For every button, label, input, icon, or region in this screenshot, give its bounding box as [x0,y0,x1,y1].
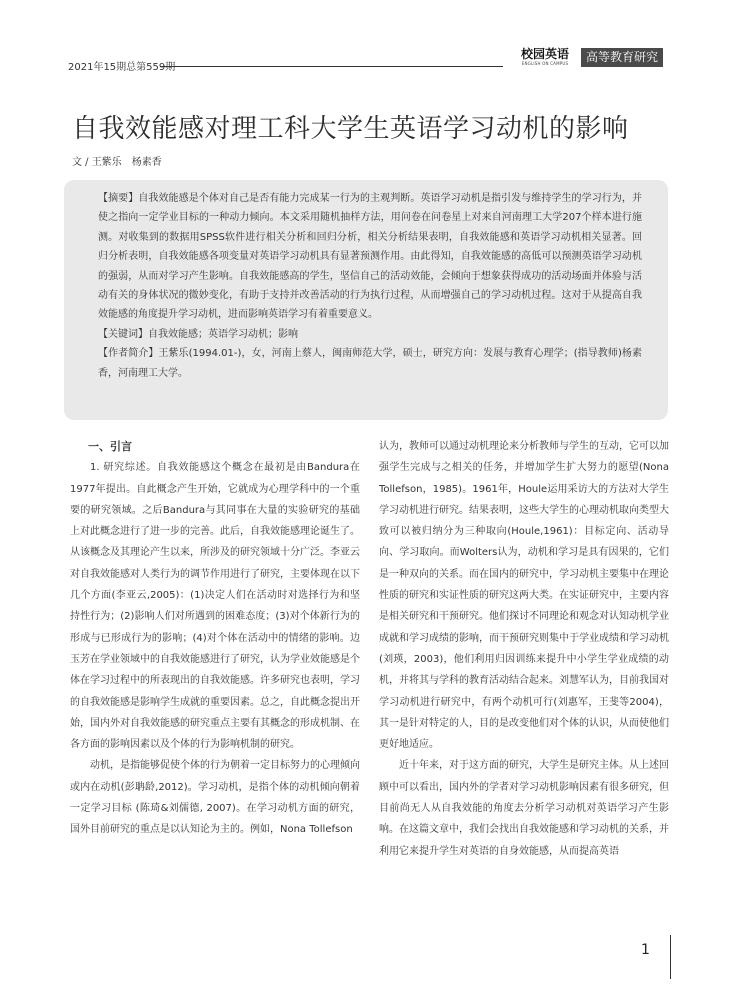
article-title: 自我效能感对理工科大学生英语学习动机的影响 [72,114,629,144]
section-heading: 一、引言 [88,440,132,453]
body-paragraph: 动机，是指能够促使个体的行为朝着一定目标努力的心理倾向或内在动机(彭聃龄,2012)。学习动机，是指个体的动机倾向朝着一定学习目标 (陈琦&刘儒德, 2007)。在学习动机方面的研究，国外目前研究的重点是以认知论为主的。例如，Nona Tollefson [70,760,360,836]
author-info-text: 王紫乐(1994.01-)，女，河南上蔡人，闽南师范大学，硕士，研究方向：发展与教育心理学；(指导教师)杨素香，河南理工大学。 [98,348,642,379]
header-rule [160,66,503,67]
page-number: 1 [641,942,650,958]
section-tag: 高等教育研究 [581,48,663,67]
abstract-box [64,180,668,420]
keywords-paragraph [98,325,642,344]
keywords-text: 自我效能感；英语学习动机；影响 [148,328,298,340]
body-paragraph: 认为，教师可以通过动机理论来分析教师与学生的互动，它可以加强学生完成与之相关的任务，并增加学生扩大努力的愿望(Nona Tollefson，1985)。1961年，Houle运用采访大的方法对大学生学习动机进行研究。结果表明，这些大学生的心理动机取向类型大致可以被归纳分为三种取向(Houle,1961)：目标定向、活动导向、学习取向。而Wolters认为，动机和学习是具有因果的，它们是一种双向的关系。而在国内的研究中，学习动机主要集中在理论性质的研究和实证性质的研究这两大类。在实证研究中，主要内容是相关研究和干预研究。他们探讨不同理论和观念对认知动机学业成就和学习成绩的影响，而干预研究则集中于学业成绩和学习动机(刘瑛，2003)，他们利用归因训练来提升中小学生学业成绩的动机，并将其与学科的教育活动结合起来。刘慧军认为，目前我国对学习动机进行研究中，有两个动机可行(刘惠军，王斐等2004)，其一是针对特定的人，目的是改变他们对个体的认识，从而使他们更好地适应。 [379,441,669,751]
abstract-text: 自我效能感是个体对自己是否有能力完成某一行为的主观判断。英语学习动机是指引发与维持学生的学习行为，并使之指向一定学业目标的一种动力倾向。本文采用随机抽样方法，用问卷在问卷星上对来自河南理工大学207个样本进行施测。对收集到的数据用SPSS软件进行相关分析和回归分析，相关分析结果表明，自我效能感和英语学习动机相关显著。回归分析表明，自我效能感各项变量对英语学习动机具有显著预测作用。由此得知，自我效能感的高低可以预测英语学习动机的强弱，从而对学习产生影响。自我效能感高的学生，坚信自己的活动效能，会倾向于想象获得成功的活动场面并体验与活动有关的身体状况的微妙变化，有助于支持并改善活动的行为执行过程，从而增强自己的学习动机过程。这对于从提高自我效能感的角度提升学习动机，进而影响英语学习有着重要意义。 [98,193,643,321]
body-paragraph: 近十年来，对于这方面的研究，大学生是研究主体。从上述回顾中可以看出，国内外的学者对学习动机影响因素有很多研究，但目前尚无人从自我效能的角度去分析学习动机对英语学习产生影响。在这篇文章中，我们会找出自我效能感和学习动机的关系，并利用它来提升学生对英语的自身效能感，从而提高英语 [379,760,669,857]
journal-logo [512,47,578,67]
author-info-label: 【作者简介】 [98,348,159,360]
author-info-paragraph [98,344,642,383]
abstract-paragraph [98,189,642,325]
left-column [70,436,360,841]
article-authors: 文 / 王紫乐 杨素香 [72,157,162,168]
journal-name-english: ENGLISH ON CAMPUS [521,61,569,66]
footer-rule [670,935,671,979]
keywords-label: 【关键词】 [98,328,148,340]
journal-name: 校园英语 [520,47,569,61]
abstract-label: 【摘要】 [98,193,139,204]
right-column [379,436,669,862]
body-paragraph: 1. 研究综述。自我效能感这个概念在最初是由Bandura在1977年提出。自此概念产生开始，它就成为心理学科中的一个重要的研究领域。之后Bandura与其同事在大量的实验研究的基础上对此概念进行了进一步的完善。此后，自我效能感理论诞生了。从该概念及其理论产生以来，所涉及的研究领域十分广泛。李亚云对自我效能感对人类行为的调节作用进行了研究，主要体现在以下几个方面(李亚云,2005)：(1)决定人们在活动时对选择行为和坚持性行为；(2)影响人们对所遇到的困难态度；(3)对个体新行为的形成与已形成行为的影响；(4)对个体在活动中的情绪的影响。边玉芳在学业领域中的自我效能感进行了研究，认为学业效能感是个体在学习过程中的所表现出的自我效能感。许多研究也表明，学习的自我效能感是影响学生成就的重要因素。总之，自此概念提出开始，国内外对自我效能感的研究重点主要有其概念的形成机制、在各方面的影响因素以及个体的行为影响机制的研究。 [70,462,360,751]
issue-number: 2021年15期总第559期 [68,62,176,73]
